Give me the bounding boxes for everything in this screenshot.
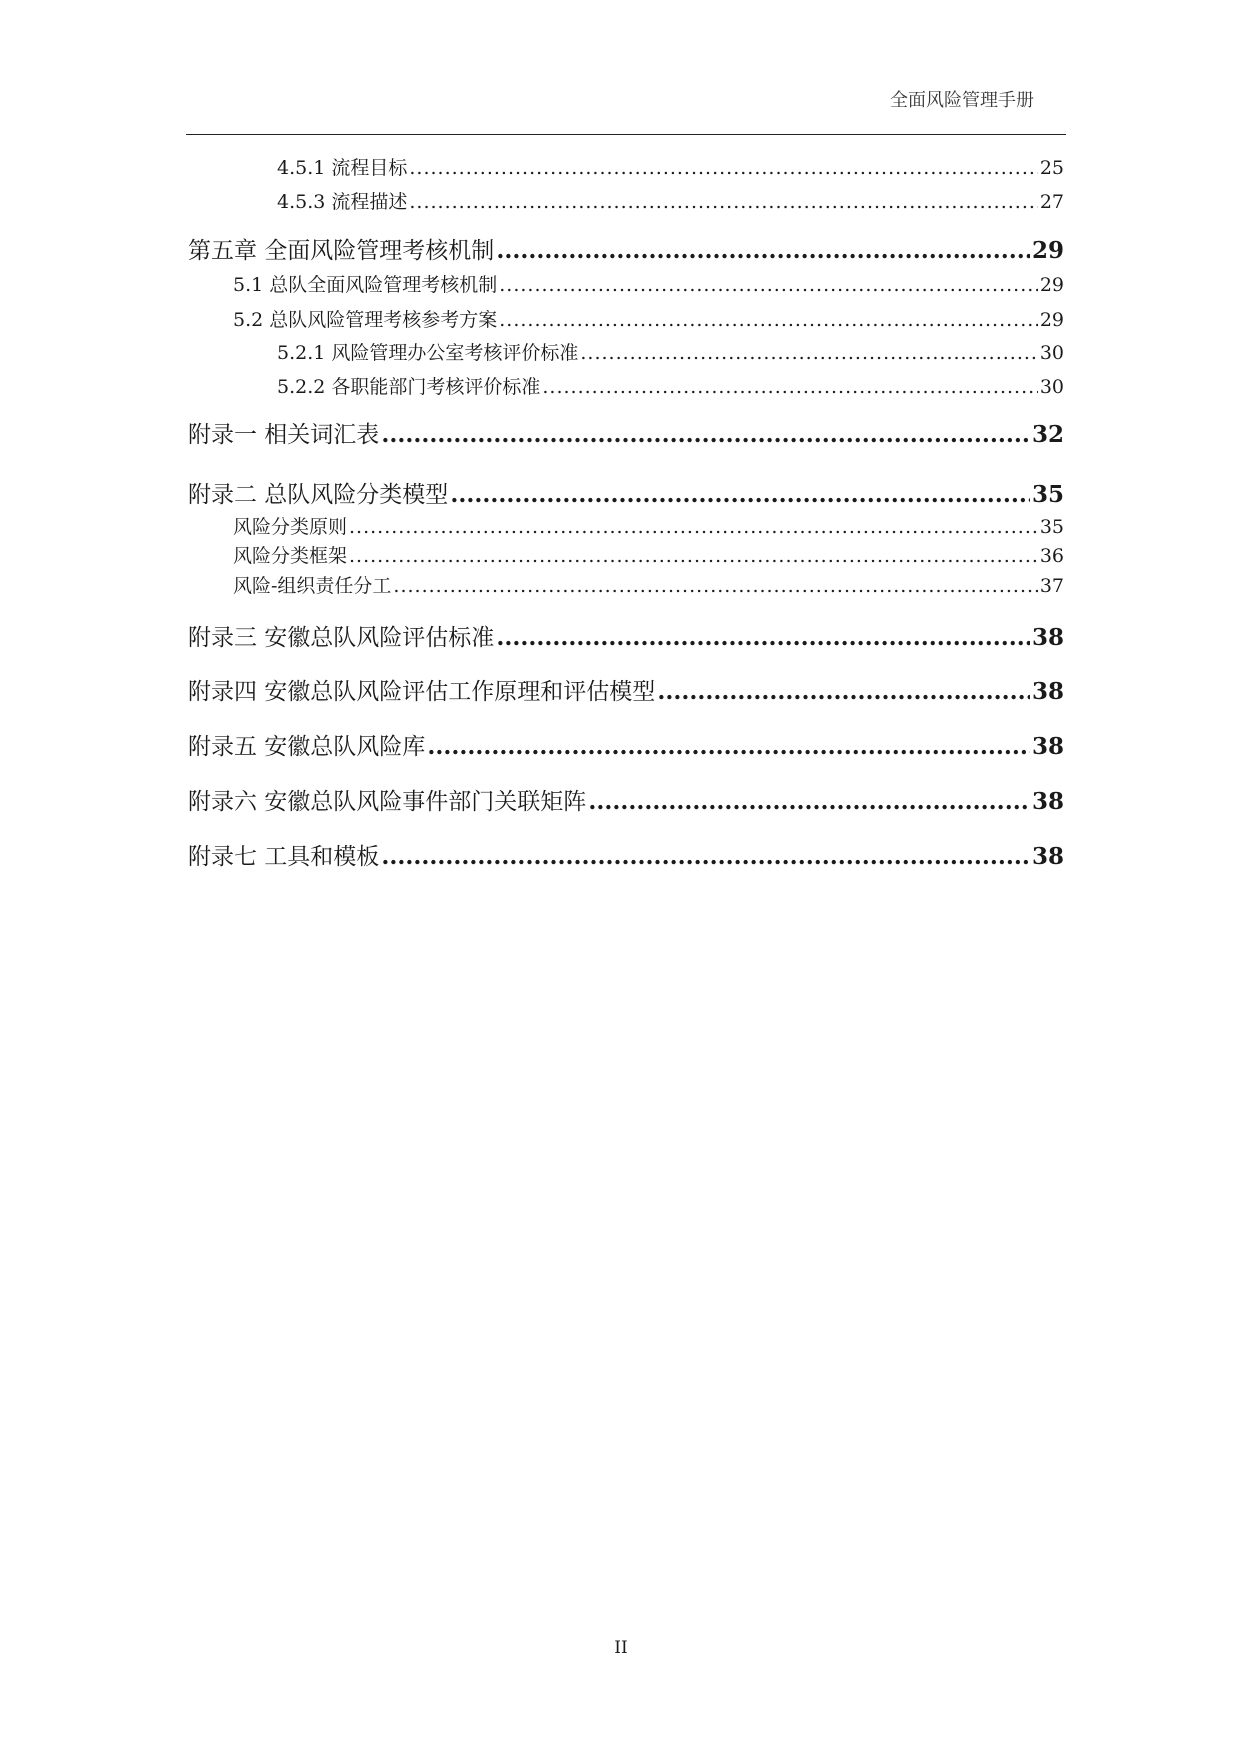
toc-entry[interactable]: [188, 783, 1064, 816]
toc-entry[interactable]: [188, 416, 1064, 449]
toc-entry[interactable]: [233, 305, 1064, 332]
toc-leader-dots: [381, 421, 1030, 448]
toc-entry-title: 附录七 工具和模板: [188, 844, 380, 870]
toc-entry-title: 附录二 总队风险分类模型: [188, 482, 449, 508]
toc-entry-title: 4.5.3 流程描述: [277, 191, 408, 213]
toc-entry[interactable]: [188, 673, 1064, 706]
toc-entry[interactable]: [277, 372, 1064, 399]
toc-leader-dots: [580, 342, 1037, 364]
toc-entry[interactable]: [233, 270, 1064, 297]
toc-leader-dots: [588, 788, 1030, 815]
toc-leader-dots: [496, 624, 1030, 651]
toc-leader-dots: [542, 376, 1037, 398]
toc-entry[interactable]: [188, 728, 1064, 761]
toc-entry-page: 38: [1031, 788, 1064, 815]
toc-entry-page: 36: [1039, 545, 1064, 567]
toc-leader-dots: [349, 516, 1038, 538]
toc-entry[interactable]: [277, 187, 1064, 214]
toc-entry[interactable]: [233, 571, 1064, 598]
header-rule: [186, 134, 1066, 135]
toc-leader-dots: [393, 575, 1037, 597]
toc-entry-title: 5.2.2 各职能部门考核评价标准: [277, 376, 541, 398]
toc-leader-dots: [450, 481, 1030, 508]
toc-leader-dots: [409, 191, 1037, 213]
toc-entry-title: 5.2 总队风险管理考核参考方案: [233, 309, 498, 331]
toc-entry-page: 38: [1031, 843, 1064, 870]
toc-entry-page: 32: [1031, 421, 1064, 448]
toc-entry-title: 风险分类原则: [233, 516, 348, 538]
toc-leader-dots: [657, 678, 1030, 705]
toc-entry-page: 25: [1039, 157, 1064, 179]
toc-entry[interactable]: [188, 619, 1064, 652]
toc-entry-page: 35: [1039, 516, 1064, 538]
toc-entry-title: 5.2.1 风险管理办公室考核评价标准: [277, 342, 579, 364]
toc-entry-page: 38: [1031, 678, 1064, 705]
toc-entry[interactable]: [188, 232, 1064, 265]
toc-entry[interactable]: [277, 153, 1064, 180]
toc-entry[interactable]: [233, 541, 1064, 568]
toc-entry[interactable]: [233, 512, 1064, 539]
toc-leader-dots: [381, 843, 1030, 870]
toc-entry[interactable]: [188, 838, 1064, 871]
toc-entry-title: 风险-组织责任分工: [233, 575, 392, 597]
toc-entry-page: 29: [1039, 309, 1064, 331]
toc-leader-dots: [499, 274, 1038, 296]
toc-entry-page: 38: [1031, 624, 1064, 651]
toc-leader-dots: [427, 733, 1030, 760]
toc-entry[interactable]: [277, 338, 1064, 365]
toc-entry-title: 附录三 安徽总队风险评估标准: [188, 625, 495, 651]
toc-entry-title: 附录四 安徽总队风险评估工作原理和评估模型: [188, 679, 656, 705]
toc-leader-dots: [496, 237, 1030, 264]
page-number: II: [614, 1638, 628, 1658]
toc-leader-dots: [409, 157, 1037, 179]
toc-leader-dots: [499, 309, 1038, 331]
toc-entry[interactable]: [188, 476, 1064, 509]
toc-entry-page: 29: [1039, 274, 1064, 296]
toc-entry-title: 风险分类框架: [233, 545, 348, 567]
toc-entry-page: 35: [1031, 481, 1064, 508]
toc-entry-page: 37: [1039, 575, 1064, 597]
toc-entry-title: 附录五 安徽总队风险库: [188, 734, 426, 760]
toc-entry-page: 27: [1039, 191, 1064, 213]
toc-entry-page: 30: [1039, 376, 1064, 398]
toc-entry-page: 30: [1039, 342, 1064, 364]
toc-entry-title: 4.5.1 流程目标: [277, 157, 408, 179]
toc-entry-title: 附录一 相关词汇表: [188, 422, 380, 448]
toc-entry-page: 38: [1031, 733, 1064, 760]
running-header: 全面风险管理手册: [890, 90, 1034, 111]
toc-entry-title: 附录六 安徽总队风险事件部门关联矩阵: [188, 789, 587, 815]
toc-entry-page: 29: [1031, 237, 1064, 264]
toc-entry-title: 第五章 全面风险管理考核机制: [188, 238, 495, 264]
toc-entry-title: 5.1 总队全面风险管理考核机制: [233, 274, 498, 296]
toc-leader-dots: [349, 545, 1038, 567]
